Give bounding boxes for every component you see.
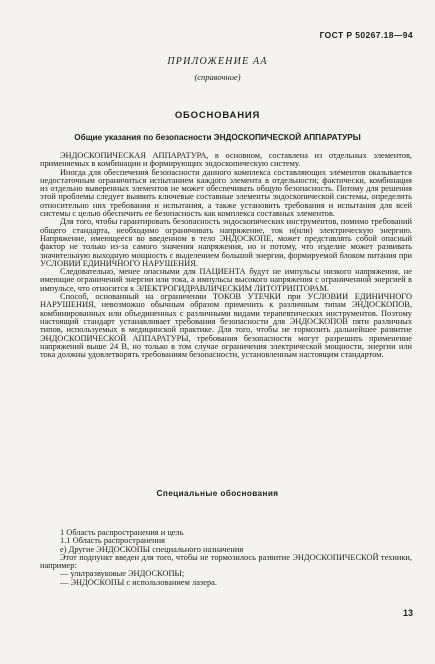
annex-subtitle: (справочное)	[194, 72, 241, 82]
paragraph: Способ, основанный на ограничении ТОКОВ УТЕЧКИ при УСЛОВИИ ЕДИНИЧНОГО НАРУШЕНИЯ, невозможно обычным образом применить к различным типам ЭНДОСКОПОВ, комбинированных или объединенных с различными видами терапевтических инструментов. Поэтому настоящий стандарт устанавливает требования безопасности для ЭНДОСКОПОВ пяти различных типов, используемых в медицинской практике. Для того, чтобы не тормозить дальнейшее развитие ЭНДОСКОПИЧЕСКОЙ АППАРАТУРЫ, требования безопасности могут разрешить применение напряжений выше 24 В, но только в том случае ограничения электрической мощности, энергии или тока должны удовлетворять требованиям безопасности, установленным настоящим стандартом.	[40, 292, 412, 360]
paragraph: ЭНДОСКОПИЧЕСКАЯ АППАРАТУРА, в основном, составлена из отдельных элементов, применяемых в комбинации и формирующих эндоскопическую систему.	[40, 151, 412, 169]
list-item: — ультразвуковые ЭНДОСКОПЫ;	[60, 569, 185, 579]
annex-title: ПРИЛОЖЕНИЕ АА	[167, 56, 268, 67]
special-title: Специальные обоснования	[156, 489, 279, 498]
paragraph: Этот подпункт введен для того, чтобы не тормозилось развитие ЭНДОСКОПИЧЕСКОЙ техники, например:	[40, 552, 412, 571]
clause-heading: 1 Область распространения и цель	[60, 528, 184, 537]
clause-item: е) Другие ЭНДОСКОПЫ специального назначения	[60, 544, 244, 554]
clause-subheading: 1.1 Область распространения	[60, 536, 165, 546]
list-item: — ЭНДОСКОПЫ с использованием лазера.	[60, 577, 217, 587]
page-number: 13	[402, 608, 413, 618]
section-subtitle: Общие указания по безопасности ЭНДОСКОПИЧЕСКОЙ АППАРАТУРЫ	[74, 133, 361, 142]
section-title: ОБОСНОВАНИЯ	[174, 110, 261, 121]
standard-header: ГОСТ Р 50267.18—94	[319, 30, 413, 40]
paragraph: Следовательно, менее опасными для ПАЦИЕНТА будут не импульсы низкого напряжения, не имеющие ограничений энергии или тока, а импульсы высокого напряжения с ограниченной энергией в импульсе, что относится к ЭЛЕКТРОГИДРАВЛИЧЕСКИМ ЛИТОТРИПТОРАМ.	[40, 267, 412, 293]
paragraph: Для того, чтобы гарантировать безопасность эндоскопических инструментов, помимо требований общего стандарта, необходимо ограничивать напряжение, ток и(или) электрическую энергию. Напряжение, имеющееся во введенном в тело ЭНДОСКОПЕ, может представлять собой опасный фактор не только из-за самого значения напряжения, но и потому, что изделие может развивать значительную выходную мощность с выделением большой энергии, формируемой блоком питания при УСЛОВИИ ЕДИНИЧНОГО НАРУШЕНИЯ.	[40, 217, 412, 268]
special-text	[40, 529, 412, 587]
paragraph: Иногда для обеспечения безопасности данного комплекса составляющих элементов оказывается недостаточным ограничиться испытанием каждого элемента в отдельности; фактически, комбинация из отдельно выверенных элементов не может обеспечивать общую безопасность. Потому для решения этой проблемы следует выявить ключевые составные элементы эндоскопической системы, определить относительно них требования и испытания, а также установить требования и испытания для всей системы с целью обеспечить ее безопасность как комплекса составных элементов.	[40, 167, 412, 219]
general-text	[40, 152, 412, 359]
